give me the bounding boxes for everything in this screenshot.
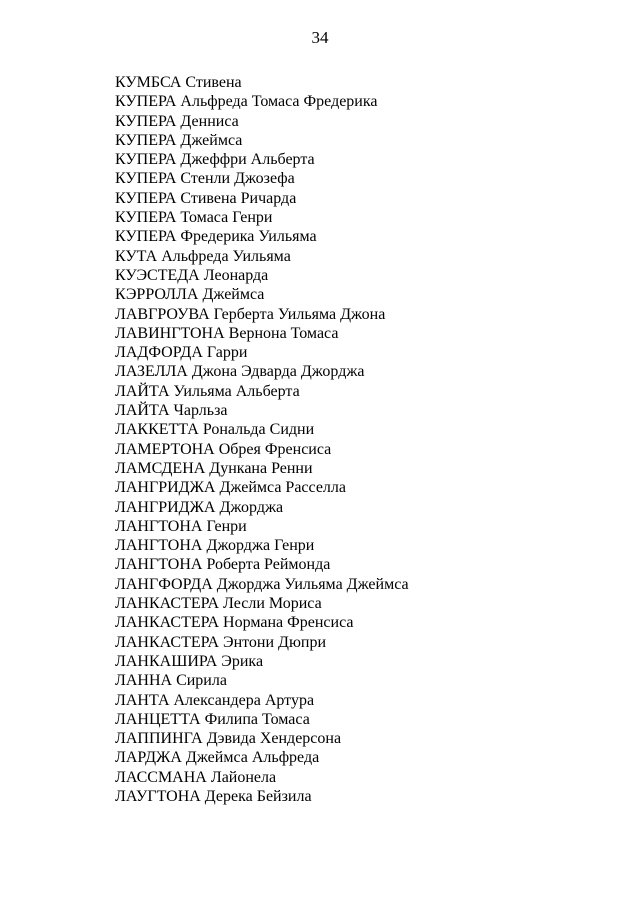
list-item: ЛАССМАНА Лайонела [115,768,277,786]
page-number: 34 [311,28,329,47]
list-item: ЛАНКАШИРА Эрика [115,652,264,670]
list-item: КЭРРОЛЛА Джеймса [115,286,265,304]
list-item: ЛАНЦЕТТА Филипа Томаса [115,710,310,728]
list-item: ЛАНГРИДЖА Джорджа [115,498,284,516]
list-item: КУПЕРА Фредерика Уильяма [115,228,317,246]
list-item: ЛАУГТОНА Дерека Бейзила [115,787,312,805]
list-item: ЛАНГТОНА Генри [115,517,247,535]
list-item: ЛАНКАСТЕРА Нормана Френсиса [115,614,354,632]
list-item: КУТА Альфреда Уильяма [115,247,291,265]
list-item: КУПЕРА Стенли Джозефа [115,170,295,188]
list-item: ЛАППИНГА Дэвида Хендерсона [115,730,342,748]
list-item: ЛАЙТА Уильяма Альберта [115,382,300,400]
list-item: КУПЕРА Альфреда Томаса Фредерика [115,93,378,111]
list-item: ЛАННА Сирила [115,672,227,690]
list-item: ЛАНГТОНА Джорджа Генри [115,537,315,555]
list-item: КУПЕРА Джеффри Альберта [115,151,315,169]
list-item: ЛАДФОРДА Гарри [115,344,248,362]
list-item: КУЭСТЕДА Леонарда [115,266,269,284]
list-item: ЛАМСДЕНА Дункана Ренни [115,459,313,477]
list-item: ЛАВГРОУВА Герберта Уильяма Джона [115,305,386,323]
name-list [115,73,409,806]
list-item: КУМБСА Стивена [115,74,242,91]
list-item: КУПЕРА Денниса [115,112,239,130]
list-item: КУПЕРА Томаса Генри [115,209,273,227]
list-item: ЛАЗЕЛЛА Джона Эдварда Джорджа [115,363,365,381]
list-item: ЛАНТА Александера Артура [115,691,315,709]
list-item: ЛАЙТА Чарльза [115,402,228,420]
list-item: ЛАНКАСТЕРА Лесли Мориса [115,595,322,613]
list-item: ЛАНКАСТЕРА Энтони Дюпри [115,633,327,651]
list-item: ЛАРДЖА Джеймса Альфреда [115,749,320,767]
list-item: ЛАНГФОРДА Джорджа Уильяма Джеймса [115,575,409,593]
list-item: ЛАВИНГТОНА Вернона Томаса [115,324,339,342]
list-item: ЛАНГРИДЖА Джеймса Расселла [115,479,346,497]
list-item: ЛАМЕРТОНА Обрея Френсиса [115,440,332,458]
list-item: КУПЕРА Джеймса [115,131,243,149]
list-item: ЛАНГТОНА Роберта Реймонда [115,556,331,574]
list-item: ЛАККЕТТА Рональда Сидни [115,421,315,439]
list-item: КУПЕРА Стивена Ричарда [115,189,297,207]
